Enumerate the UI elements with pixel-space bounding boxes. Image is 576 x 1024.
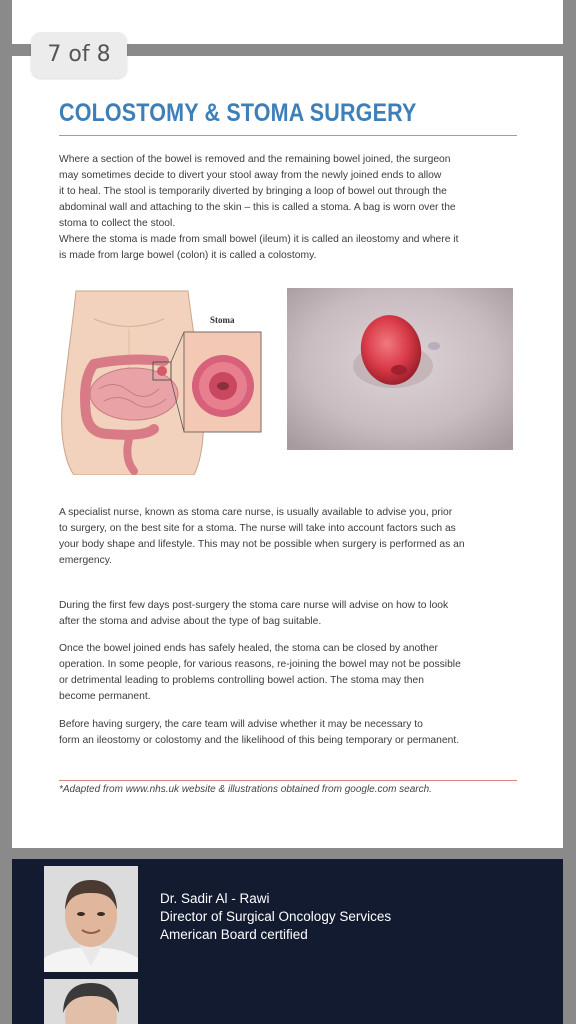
- source-note: *Adapted from www.nhs.uk website & illustrations obtained from google.com search.: [59, 784, 432, 795]
- second-doctor-portrait: [44, 979, 138, 1024]
- post-surgery-paragraph: During the first few days post-surgery the stoma care nurse will advise on how to look after the stoma and advise about the type of bag suitable.: [59, 600, 449, 627]
- source-divider: [59, 780, 517, 781]
- page-indicator: 7 of 8: [31, 32, 127, 78]
- stoma-photo: [287, 288, 513, 450]
- doctor-role: Director of Surgical Oncology Services: [160, 909, 392, 924]
- stoma-anatomy-illustration: [54, 289, 264, 475]
- intro-paragraph: Where a section of the bowel is removed and the remaining bowel joined, the surgeon may sometimes decide to divert your stool away from the newly joined ends to allow it to heal. The stool is temporarily diverted by bringing a loop of bowel out through the abdominal wall and attaching to the skin – this is called a stoma. A bag is worn over the stoma to collect the stool. Where the stoma is made from small bowel (ileum) it is called an ileostomy and where it is made from large bowel (colon) it is called a colostomy.: [59, 154, 459, 261]
- title-divider: [59, 135, 517, 136]
- closure-paragraph: Once the bowel joined ends has safely healed, the stoma can be closed by another operation. In some people, for various reasons, re-joining the bowel may not be possible or detrimental leading to problems controlling bowel action. The stoma may then become permanent.: [59, 643, 461, 702]
- doctor-info: [160, 890, 391, 944]
- doctor-name: Dr. Sadir Al - Rawi: [160, 891, 270, 906]
- doctor-portrait: [44, 866, 138, 972]
- before-surgery-paragraph: Before having surgery, the care team will advise whether it may be necessary to form an ileostomy or colostomy and the likelihood of this being temporary or permanent.: [59, 719, 460, 746]
- doctor-footer: [12, 859, 563, 1024]
- document-page[interactable]: [12, 56, 563, 848]
- stoma-label: Stoma: [210, 315, 235, 325]
- nurse-paragraph: A specialist nurse, known as stoma care nurse, is usually available to advise you, prior to surgery, on the best site for a stoma. The nurse will take into account factors such as your body shape and lifestyle. This may not be possible when surgery is performed as an emergency.: [59, 507, 465, 566]
- page-title: COLOSTOMY & STOMA SURGERY: [59, 99, 417, 127]
- doctor-certification: American Board certified: [160, 927, 308, 942]
